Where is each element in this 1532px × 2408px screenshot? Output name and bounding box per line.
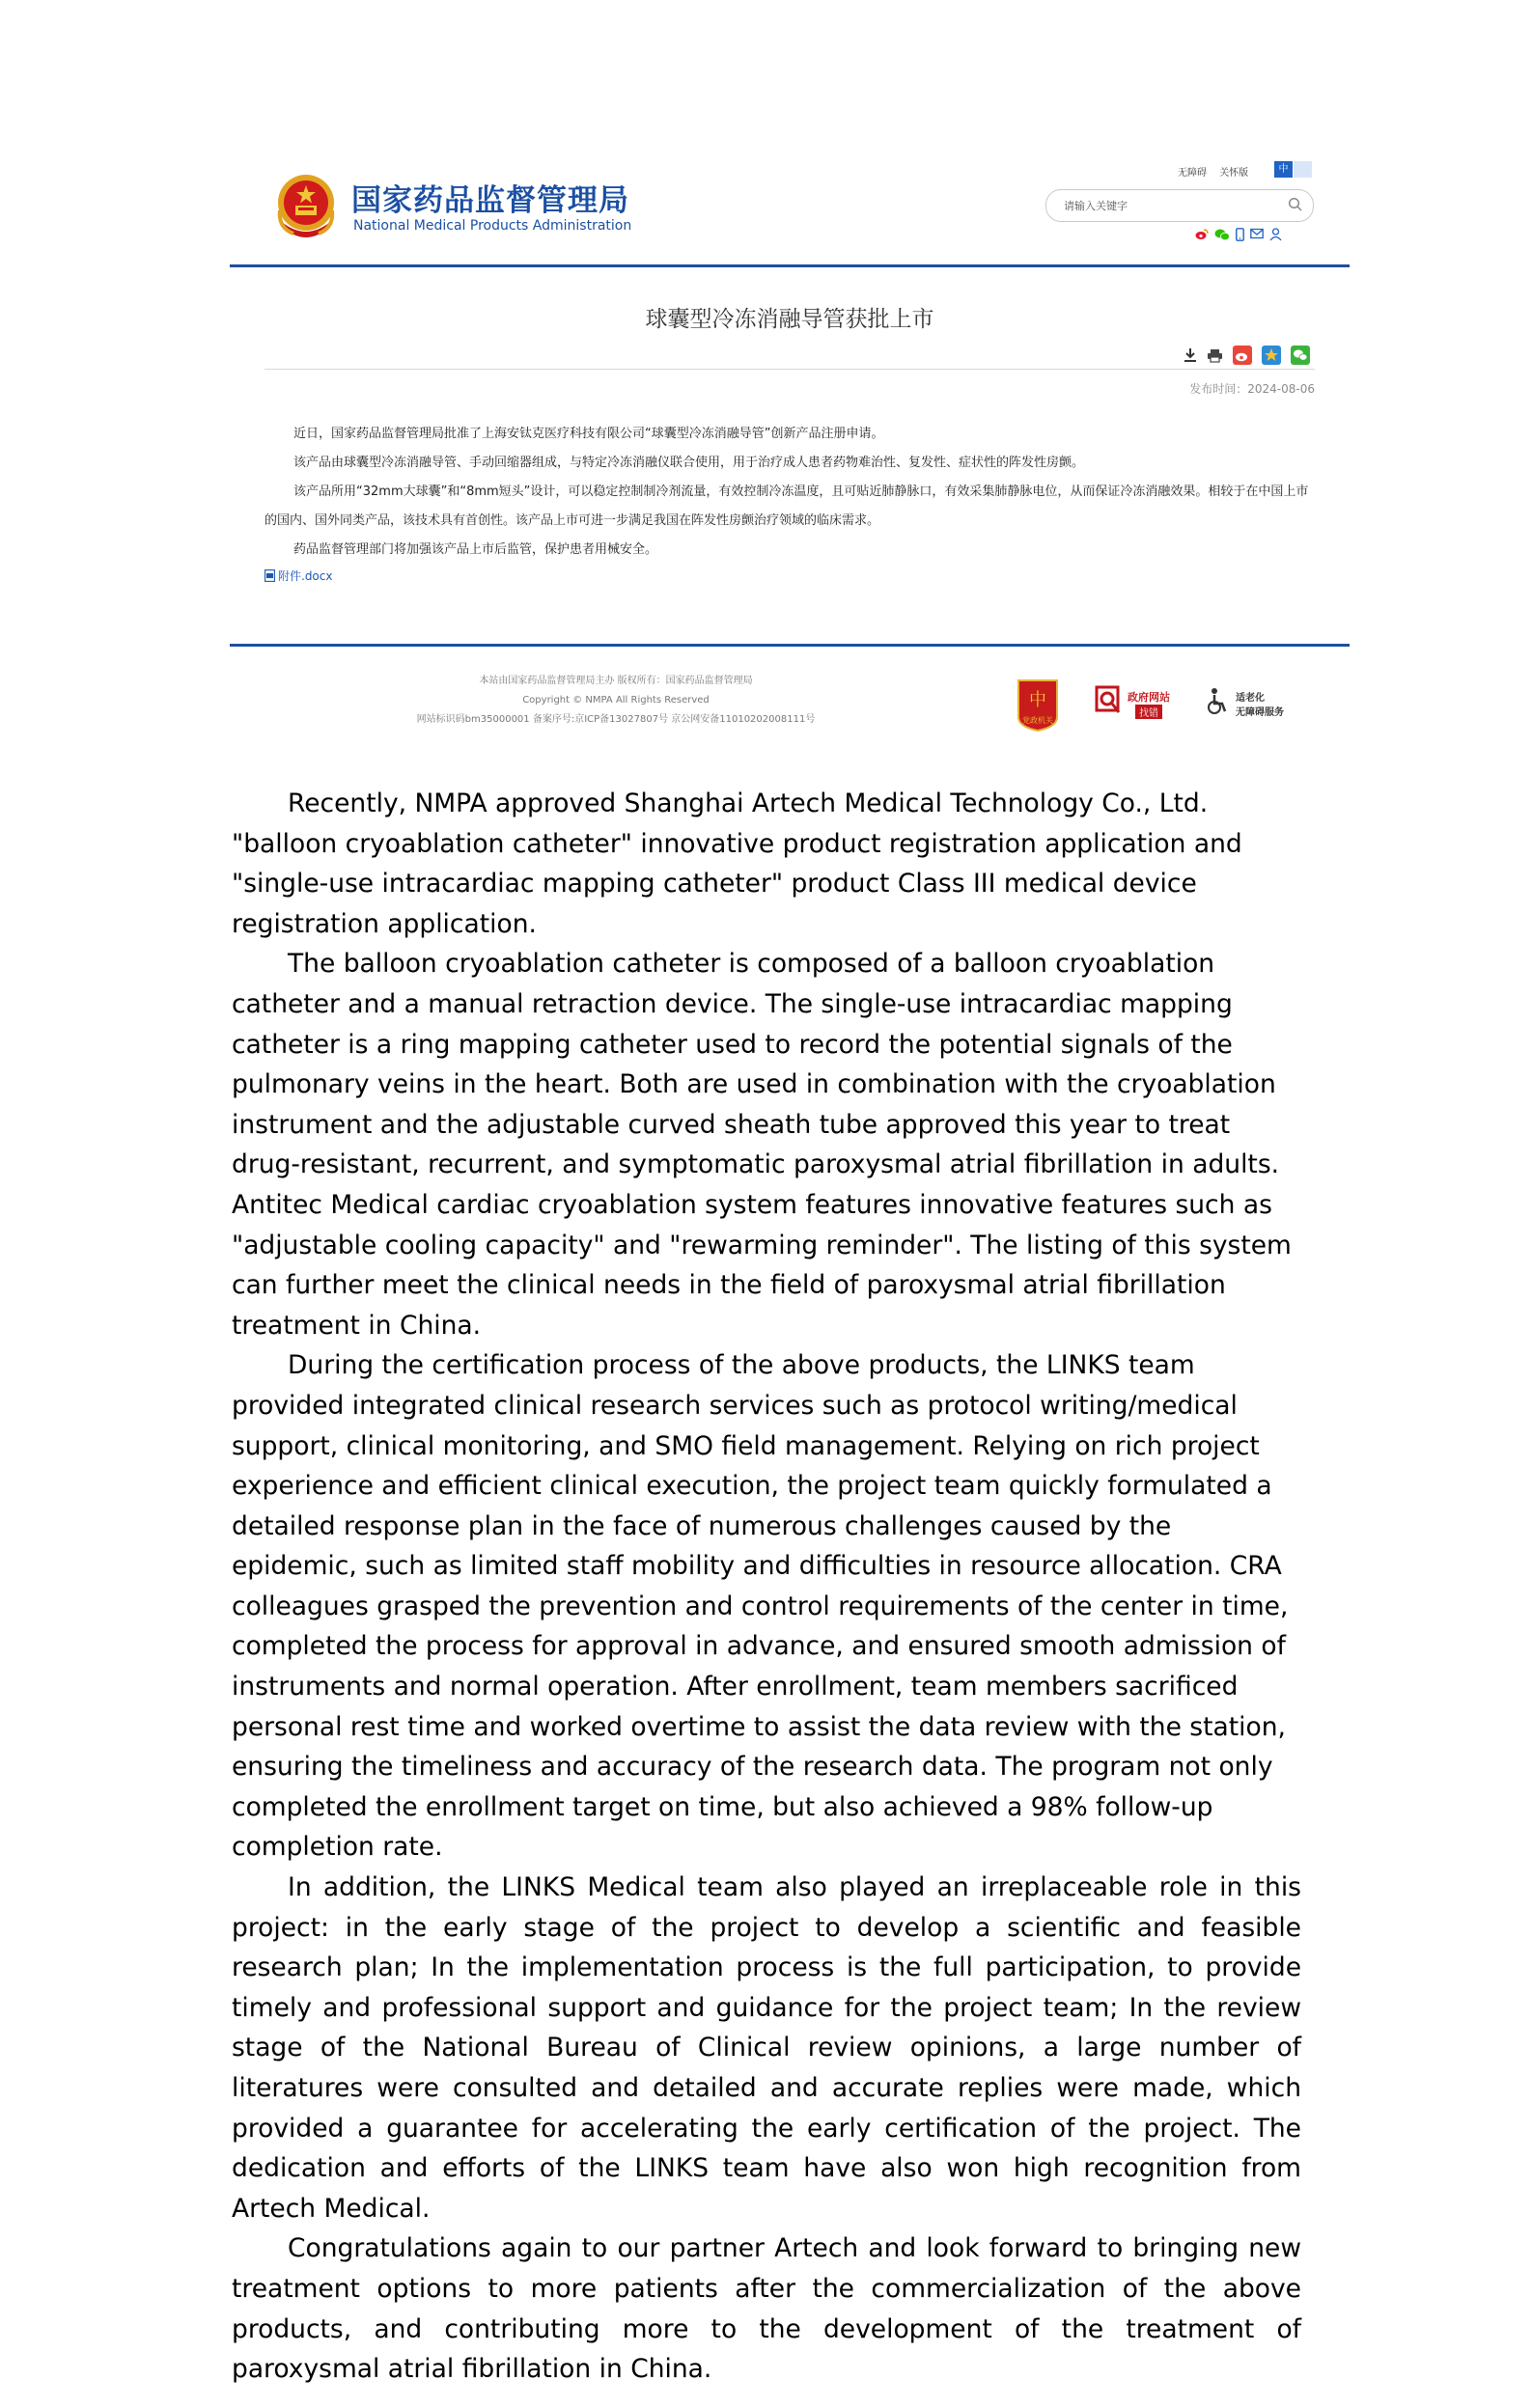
elderly-mode-link[interactable]: 关怀版: [1219, 168, 1249, 179]
accessible-service-label: 无障碍服务: [1236, 707, 1284, 718]
top-links: [1178, 164, 1258, 179]
error-report-icon: [1093, 683, 1122, 716]
footer-line-1: 本站由国家药品监督管理局主办 版权所有：国家药品监督管理局: [479, 676, 753, 686]
accessibility-link[interactable]: 无障碍: [1178, 168, 1207, 179]
publish-date: 发布时间：2024-08-06: [1189, 382, 1315, 396]
elderly-friendly-label: 适老化: [1236, 693, 1265, 704]
share-weibo-icon[interactable]: [1233, 346, 1252, 365]
english-body: [232, 784, 1301, 2390]
embedded-webpage-screenshot: [230, 154, 1350, 733]
download-icon[interactable]: [1184, 347, 1197, 363]
wheelchair-icon: [1205, 687, 1230, 716]
share-wechat-icon[interactable]: [1291, 346, 1310, 365]
user-icon[interactable]: [1269, 228, 1282, 241]
weibo-icon[interactable]: [1195, 228, 1209, 241]
attachment-label: 附件.docx: [278, 569, 333, 583]
find-error-label: 找错: [1135, 705, 1162, 719]
en-paragraph-4: In addition, the LINKS Medical team also played an irreplaceable role in this project: in the early stage of the project to develop a scientific and feasible research plan; In the implementation process is the full participation, to provide timely and professional support and guidance for the project team; In the review stage of the National Bureau of Clinical review opinions, a large number of literatures were consulted and detailed and accurate replies were made, which provided a guarantee for accelerating the early certification of the project. The dedication and efforts of the LINKS team have also won high recognition from Artech Medical.: [232, 1872, 1301, 2224]
mobile-icon[interactable]: [1236, 228, 1244, 241]
gov-site-error-badge[interactable]: [1093, 683, 1194, 722]
mail-icon[interactable]: [1250, 228, 1264, 239]
article-body-cn: [265, 420, 1317, 565]
cn-paragraph: 药品监督管理部门将加强该产品上市后监管，保护患者用械安全。: [293, 542, 658, 557]
cn-paragraph: 近日，国家药品监督管理局批准了上海安钛克医疗科技有限公司“球囊型冷冻消融导管”创新产品注册申请。: [293, 427, 884, 441]
share-qzone-icon[interactable]: [1262, 346, 1281, 365]
footer-line-3: 网站标识码bm35000001 备案序号:京ICP备13027807号 京公网安备11010202008111号: [416, 714, 816, 725]
site-name-en[interactable]: National Medical Products Administration: [353, 218, 632, 234]
gov-site-label: 政府网站: [1128, 691, 1170, 704]
party-gov-badge[interactable]: [1015, 678, 1061, 736]
en-paragraph-1: Recently, NMPA approved Shanghai Artech Medical Technology Co., Ltd. "balloon cryoablation catheter" innovative product registration application and "single-use intracardiac mapping catheter" product Class III medical device registration application.: [232, 789, 1242, 939]
article-title: 球囊型冷冻消融导管获批上市: [645, 307, 934, 332]
party-gov-label: 党政机关: [1022, 716, 1053, 725]
en-paragraph-3: During the certification process of the above products, the LINKS team provided integrated clinical research services such as protocol writing/medical support, clinical monitoring, and SMO field management. Relying on rich project experience and efficient clinical execution, the project team quickly formulated a detailed response plan in the face of numerous challenges caused by the epidemic, such as limited staff mobility and difficulties in resource allocation. CRA colleagues grasped the prevention and control requirements of the center in time, completed the process for approval in advance, and ensured smooth admission of instruments and normal operation. After enrollment, team members sacrificed personal rest time and worked overtime to assist the data review with the station, ensuring the timeliness and accuracy of the research data. The program not only completed the enrollment target on time, but also achieved a 98% follow-up completion rate.: [232, 1350, 1289, 1863]
print-icon[interactable]: [1207, 348, 1223, 363]
svg-text:中: 中: [1029, 690, 1046, 710]
header-divider: [230, 264, 1350, 267]
site-name-cn[interactable]: 国家药品监督管理局: [351, 183, 629, 218]
cn-paragraph: 该产品所用“32mm大球囊”和“8mm短头”设计，可以稳定控制制冷剂流量，有效控制冷冻温度，且可贴近肺静脉口，有效采集肺静脉电位，从而保证冷冻消融效果。相较于在中国上市的国内、国外同类产品，该技术具有首创性。该产品上市可进一步满足我国在阵发性房颤治疗领域的临床需求。: [265, 484, 1309, 528]
en-paragraph-5: Congratulations again to our partner Artech and look forward to bringing new treatment options to more patients after the commercialization of the above products, and contributing more to the development of the treatment of paroxysmal atrial fibrillation in China.: [232, 2233, 1301, 2385]
cn-paragraph: 该产品由球囊型冷冻消融导管、手动回缩器组成，与特定冷冻消融仪联合使用，用于治疗成人患者药物难治性、复发性、症状性的阵发性房颤。: [293, 456, 1085, 470]
social-links: [1195, 228, 1282, 241]
national-emblem-icon: [274, 172, 338, 239]
search-box[interactable]: [1045, 189, 1314, 222]
lang-en-button[interactable]: [1294, 161, 1312, 178]
wechat-icon[interactable]: [1214, 228, 1230, 241]
article-tools: [1184, 346, 1310, 365]
en-paragraph-2: The balloon cryoablation catheter is composed of a balloon cryoablation catheter and a manual retraction device. The single-use intracardiac mapping catheter is a ring mapping catheter used to record the potential signals of the pulmonary veins in the heart. Both are used in combination with the cryoablation instrument and the adjustable curved sheath tube approved this year to treat drug-resistant, recurrent, and symptomatic paroxysmal atrial fibrillation in adults. Antitec Medical cardiac cryoablation system features innovative features such as "adjustable cooling capacity" and "rewarming reminder". The listing of this system can further meet the clinical needs in the field of paroxysmal atrial fibrillation treatment in China.: [232, 949, 1292, 1341]
site-footer-text: [230, 672, 1002, 730]
footer-divider: [230, 644, 1350, 647]
site-header: [230, 154, 1350, 268]
lang-zh-button[interactable]: 中: [1274, 161, 1293, 178]
accessibility-badge[interactable]: [1205, 685, 1311, 720]
search-placeholder: 请输入关键字: [1064, 200, 1128, 212]
footer-line-2: Copyright © NMPA All Rights Reserved: [522, 695, 710, 706]
title-divider: [265, 369, 1315, 370]
attachment-link[interactable]: [265, 567, 332, 584]
document-icon: [265, 569, 275, 582]
search-icon[interactable]: [1288, 197, 1303, 212]
